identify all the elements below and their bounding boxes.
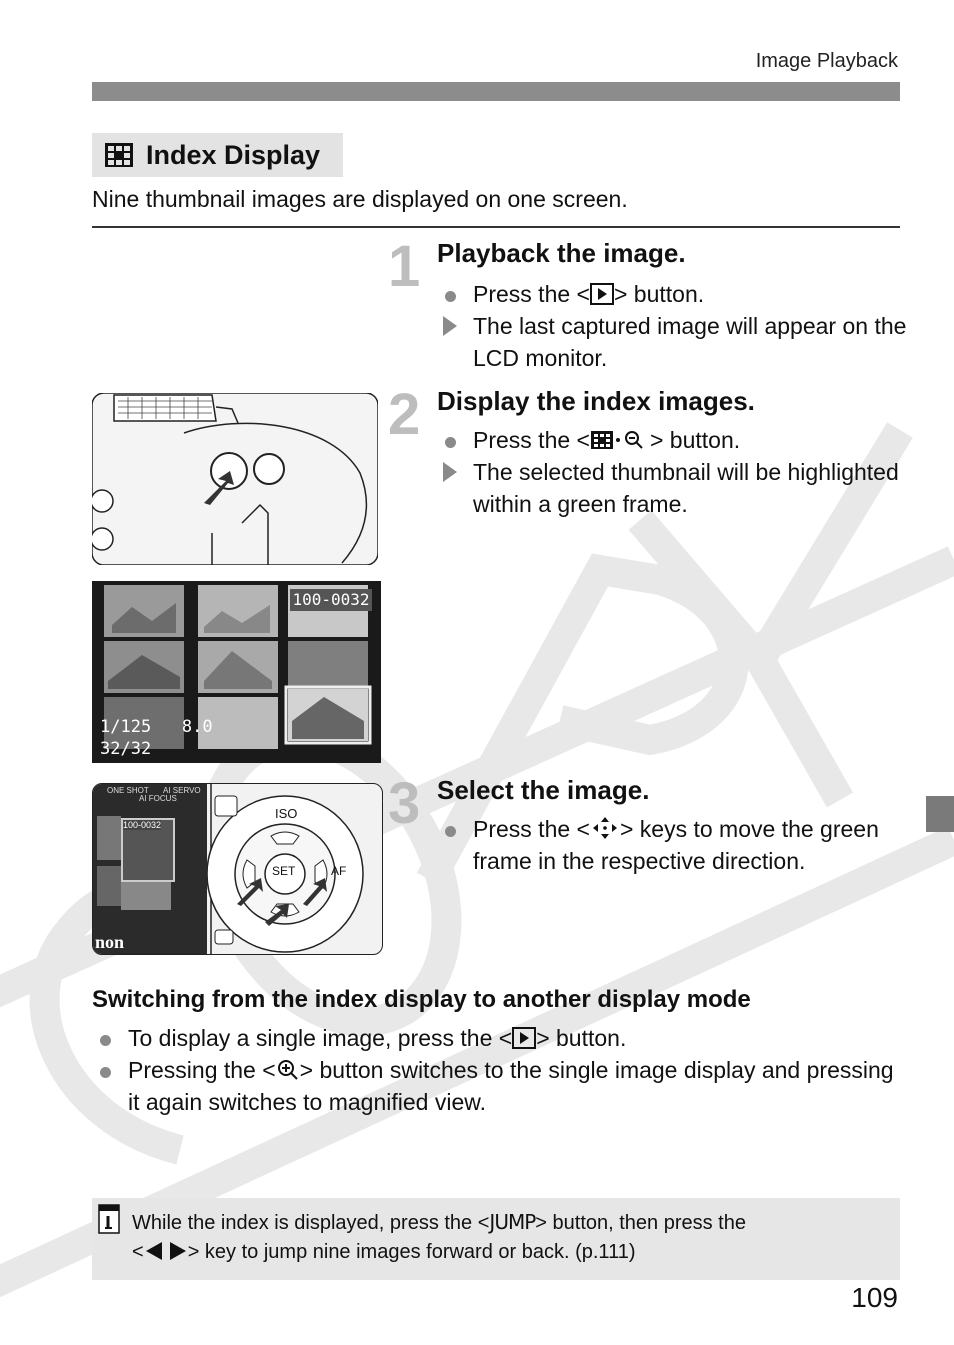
jump-button-label: JUMP xyxy=(489,1210,536,1234)
chapter-side-tab xyxy=(926,796,954,832)
memo-icon xyxy=(98,1204,120,1234)
switching-heading: Switching from the index display to another display mode xyxy=(92,986,751,1013)
step-number: 2 xyxy=(388,382,421,447)
bullet-dot-icon xyxy=(445,826,456,837)
play-icon xyxy=(512,1027,536,1049)
step-3 xyxy=(388,771,421,836)
exposure-readout: 1/125 8.0 xyxy=(100,717,213,737)
step-1 xyxy=(388,234,421,299)
note-text: While the index is displayed, press the <JUMP> button, then press the < > key to jump nine images forward or back. (p.111) xyxy=(132,1210,746,1263)
lcd-index-screen xyxy=(92,581,381,763)
note-box xyxy=(92,1198,900,1280)
zoom-in-icon xyxy=(276,1059,300,1081)
step-2-content: Display the index images. Press the < > button. The selected thumbnail will be highlighted within a green frame. xyxy=(437,386,907,526)
section-intro: Nine thumbnail images are displayed on one screen. xyxy=(92,186,628,212)
cross-keys-illustration: ONE SHOT AI SERVO AI FOCUS 100-0032 non ISO SET AF xyxy=(92,783,383,955)
step-number: 3 xyxy=(388,771,421,836)
result-arrow-icon xyxy=(443,462,457,482)
cross-keys-icon xyxy=(590,816,620,840)
step-title: Playback the image. xyxy=(437,238,686,268)
bullet-dot-icon xyxy=(445,437,456,448)
step-title: Select the image. xyxy=(437,775,650,805)
section-title: Index Display xyxy=(146,139,321,170)
image-count-readout: 32/32 xyxy=(100,739,152,759)
bullet-dot-icon xyxy=(100,1067,111,1078)
section-tab xyxy=(92,133,343,177)
chapter-header: Image Playback xyxy=(755,50,898,72)
step-number: 1 xyxy=(388,234,421,299)
bullet-dot-icon xyxy=(100,1035,111,1046)
page-number: 109 xyxy=(851,1282,898,1313)
step-2 xyxy=(388,382,421,447)
step-title: Display the index images. xyxy=(437,386,755,416)
left-right-keys-icon xyxy=(144,1241,188,1261)
index-zoom-out-icon xyxy=(590,429,650,451)
index-grid-icon xyxy=(104,142,134,168)
divider xyxy=(92,226,900,228)
camera-back-illustration xyxy=(92,393,378,565)
play-icon xyxy=(590,283,614,305)
header-bar xyxy=(92,82,900,101)
lcd-preview: ONE SHOT AI SERVO AI FOCUS 100-0032 non xyxy=(93,784,207,954)
step-1-content: Playback the image. Press the < > button. The last captured image will appear on the LCD monitor. xyxy=(437,238,907,371)
switching-list: To display a single image, press the < > button. Pressing the < > button switches to the single image display and pressing it again switches to magnified view. xyxy=(92,1022,900,1122)
file-number-label: 100-0032 xyxy=(290,589,372,611)
result-arrow-icon xyxy=(443,316,457,336)
step-3-content: Select the image. Press the < > keys to move the green frame in the respective direction. xyxy=(437,775,907,915)
bullet-dot-icon xyxy=(445,291,456,302)
